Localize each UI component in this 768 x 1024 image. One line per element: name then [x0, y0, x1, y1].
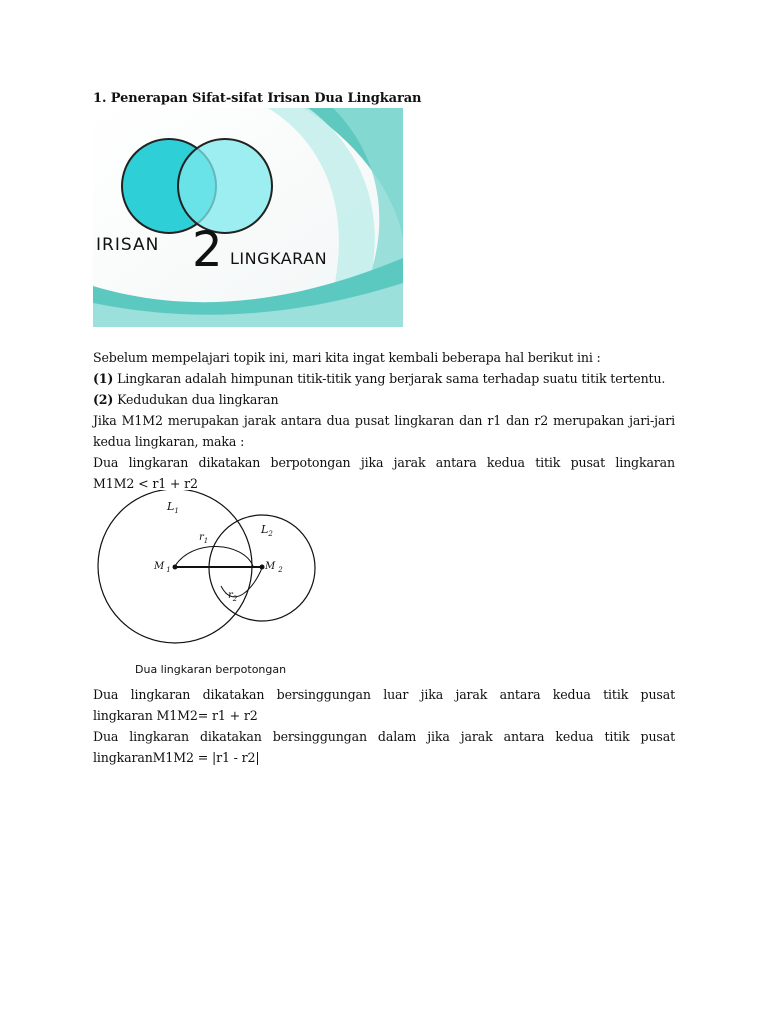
- list-item-2-number: (2): [93, 392, 114, 407]
- label-l1: [166, 500, 179, 515]
- label-l2-sub: 2: [268, 530, 273, 538]
- label-l1-sub: 1: [174, 507, 179, 515]
- label-l2: [260, 523, 273, 538]
- intersecting-circles-diagram: [93, 490, 333, 650]
- label-r1: [199, 532, 208, 545]
- internal-tangent-line-1: Dua lingkaran dikatakan bersinggungan dalam jika jarak antara kedua titik pusat: [93, 729, 675, 744]
- label-r1-main: r: [199, 532, 204, 543]
- label-m1: [153, 561, 171, 574]
- page-title: 1. Penerapan Sifat-sifat Irisan Dua Lingkaran: [93, 91, 422, 106]
- center-point-m2: [260, 565, 265, 570]
- body-text-block-1: [93, 347, 675, 494]
- list-item-2: [93, 389, 675, 410]
- label-m1-main: M: [154, 561, 165, 572]
- banner-number-two: 2: [192, 222, 223, 278]
- r1-arc: [175, 546, 253, 566]
- label-l1-main: L: [167, 500, 175, 513]
- external-tangent-line-1: Dua lingkaran dikatakan bersinggungan luar jika jarak antara kedua titik pusat: [93, 687, 675, 702]
- intersect-line-2: M1M2 < r1 + r2: [93, 476, 198, 491]
- external-tangent-line-2: lingkaran M1M2= r1 + r2: [93, 708, 258, 723]
- intersect-line-1: Dua lingkaran dikatakan berpotongan jika jarak antara kedua titik pusat lingkaran: [93, 455, 675, 470]
- list-item-1: [93, 368, 675, 389]
- list-item-1-number: (1): [93, 371, 114, 386]
- intro-paragraph: Sebelum mempelajari topik ini, mari kita ingat kembali beberapa hal berikut ini :: [93, 350, 601, 365]
- center-point-m1: [173, 565, 178, 570]
- diagram-caption: Dua lingkaran berpotongan: [135, 663, 287, 676]
- internal-tangent-line-2: lingkaranM1M2 = |r1 - r2|: [93, 750, 260, 765]
- label-m2-main: M: [265, 561, 276, 572]
- definition-paragraph: Jika M1M2 merupakan jarak antara dua pusat lingkaran dan r1 dan r2 merupakan jari-jari kedua lingkaran, maka :: [93, 413, 675, 449]
- irisan-banner-image: [93, 108, 403, 327]
- label-r2-main: r: [228, 590, 233, 601]
- label-m1-sub: 1: [166, 566, 171, 574]
- label-r2: [228, 590, 238, 603]
- label-r1-sub: 1: [203, 537, 209, 545]
- banner-word-lingkaran: LINGKARAN: [230, 249, 328, 268]
- label-m2: [264, 561, 283, 574]
- body-text-block-2: [93, 684, 675, 768]
- list-item-1-text: Lingkaran adalah himpunan titik-titik yang berjarak sama terhadap suatu titik tertentu.: [113, 371, 666, 386]
- list-item-2-text: Kedudukan dua lingkaran: [113, 392, 279, 407]
- banner-word-irisan: IRISAN: [96, 235, 160, 255]
- banner-circle-right: [178, 139, 272, 233]
- label-m2-sub: 2: [278, 566, 283, 574]
- label-r2-sub: 2: [232, 595, 238, 603]
- label-l2-main: L: [261, 523, 269, 536]
